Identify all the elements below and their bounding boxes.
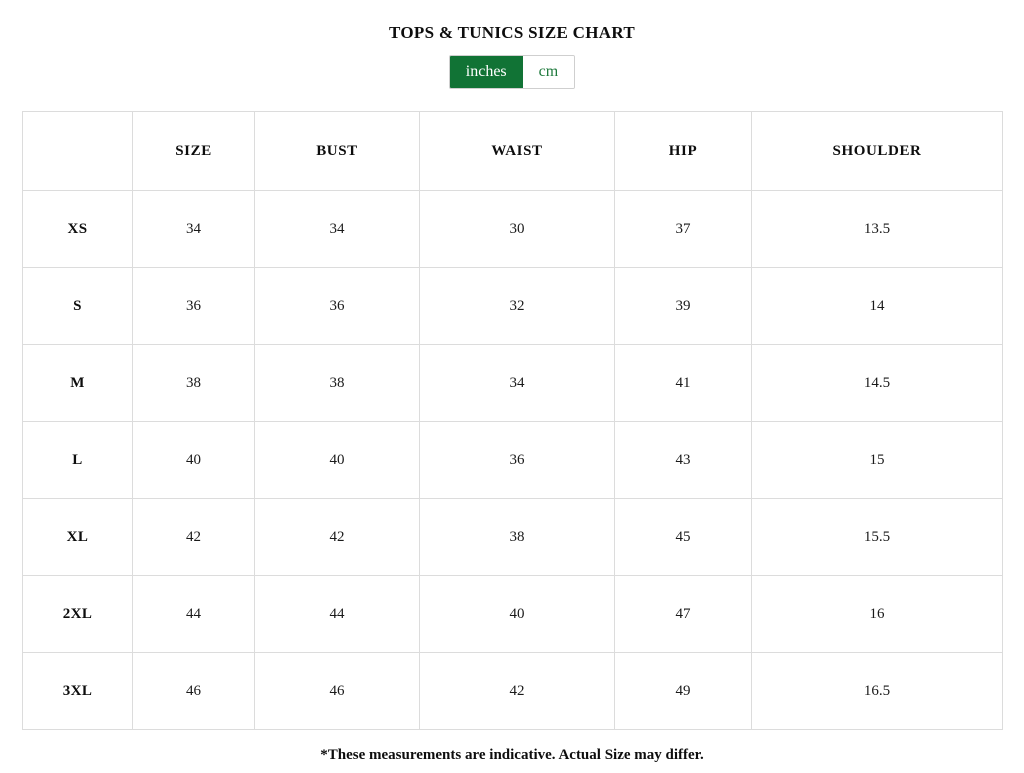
table-row: [23, 268, 1003, 345]
table-header: [23, 112, 1003, 191]
cell-shoulder: 15.5: [752, 499, 1003, 576]
column-header-size: SIZE: [133, 112, 255, 191]
cell-shoulder: 13.5: [752, 191, 1003, 268]
column-header-bust: BUST: [255, 112, 420, 191]
table-header-row: [23, 112, 1003, 191]
cell-hip: 47: [615, 576, 752, 653]
table-body: [23, 191, 1003, 730]
row-label: 2XL: [23, 576, 133, 653]
table-row: [23, 653, 1003, 730]
size-chart-table-wrapper: [22, 111, 1002, 730]
column-header-hip: HIP: [615, 112, 752, 191]
cell-waist: 40: [420, 576, 615, 653]
size-chart-table: [22, 111, 1003, 730]
cell-size: 40: [133, 422, 255, 499]
table-row: [23, 499, 1003, 576]
cell-hip: 43: [615, 422, 752, 499]
row-label: XS: [23, 191, 133, 268]
unit-toggle-cm[interactable]: cm: [523, 56, 575, 88]
row-label: M: [23, 345, 133, 422]
measurement-footnote: *These measurements are indicative. Actual Size may differ.: [320, 747, 704, 763]
row-label: L: [23, 422, 133, 499]
column-header-waist: WAIST: [420, 112, 615, 191]
cell-waist: 30: [420, 191, 615, 268]
cell-bust: 36: [255, 268, 420, 345]
table-row: [23, 576, 1003, 653]
row-label: S: [23, 268, 133, 345]
cell-bust: 42: [255, 499, 420, 576]
cell-hip: 39: [615, 268, 752, 345]
cell-hip: 37: [615, 191, 752, 268]
cell-waist: 38: [420, 499, 615, 576]
cell-shoulder: 14: [752, 268, 1003, 345]
table-row: [23, 422, 1003, 499]
cell-size: 34: [133, 191, 255, 268]
size-chart-page: [0, 23, 1024, 773]
cell-shoulder: 15: [752, 422, 1003, 499]
cell-hip: 45: [615, 499, 752, 576]
unit-toggle-group: [0, 55, 1024, 89]
cell-bust: 46: [255, 653, 420, 730]
unit-toggle-inches[interactable]: inches: [450, 56, 523, 88]
cell-shoulder: 14.5: [752, 345, 1003, 422]
cell-bust: 44: [255, 576, 420, 653]
cell-size: 44: [133, 576, 255, 653]
cell-hip: 49: [615, 653, 752, 730]
page-title: TOPS & TUNICS SIZE CHART: [389, 23, 635, 42]
column-header-shoulder: SHOULDER: [752, 112, 1003, 191]
cell-size: 46: [133, 653, 255, 730]
cell-bust: 34: [255, 191, 420, 268]
cell-shoulder: 16.5: [752, 653, 1003, 730]
cell-waist: 32: [420, 268, 615, 345]
cell-bust: 40: [255, 422, 420, 499]
row-label: XL: [23, 499, 133, 576]
table-row: [23, 191, 1003, 268]
cell-bust: 38: [255, 345, 420, 422]
column-header-blank: [23, 112, 133, 191]
cell-waist: 42: [420, 653, 615, 730]
cell-size: 38: [133, 345, 255, 422]
cell-size: 42: [133, 499, 255, 576]
cell-waist: 36: [420, 422, 615, 499]
cell-hip: 41: [615, 345, 752, 422]
row-label: 3XL: [23, 653, 133, 730]
cell-shoulder: 16: [752, 576, 1003, 653]
unit-toggle-inner: [449, 55, 575, 89]
cell-size: 36: [133, 268, 255, 345]
cell-waist: 34: [420, 345, 615, 422]
table-row: [23, 345, 1003, 422]
